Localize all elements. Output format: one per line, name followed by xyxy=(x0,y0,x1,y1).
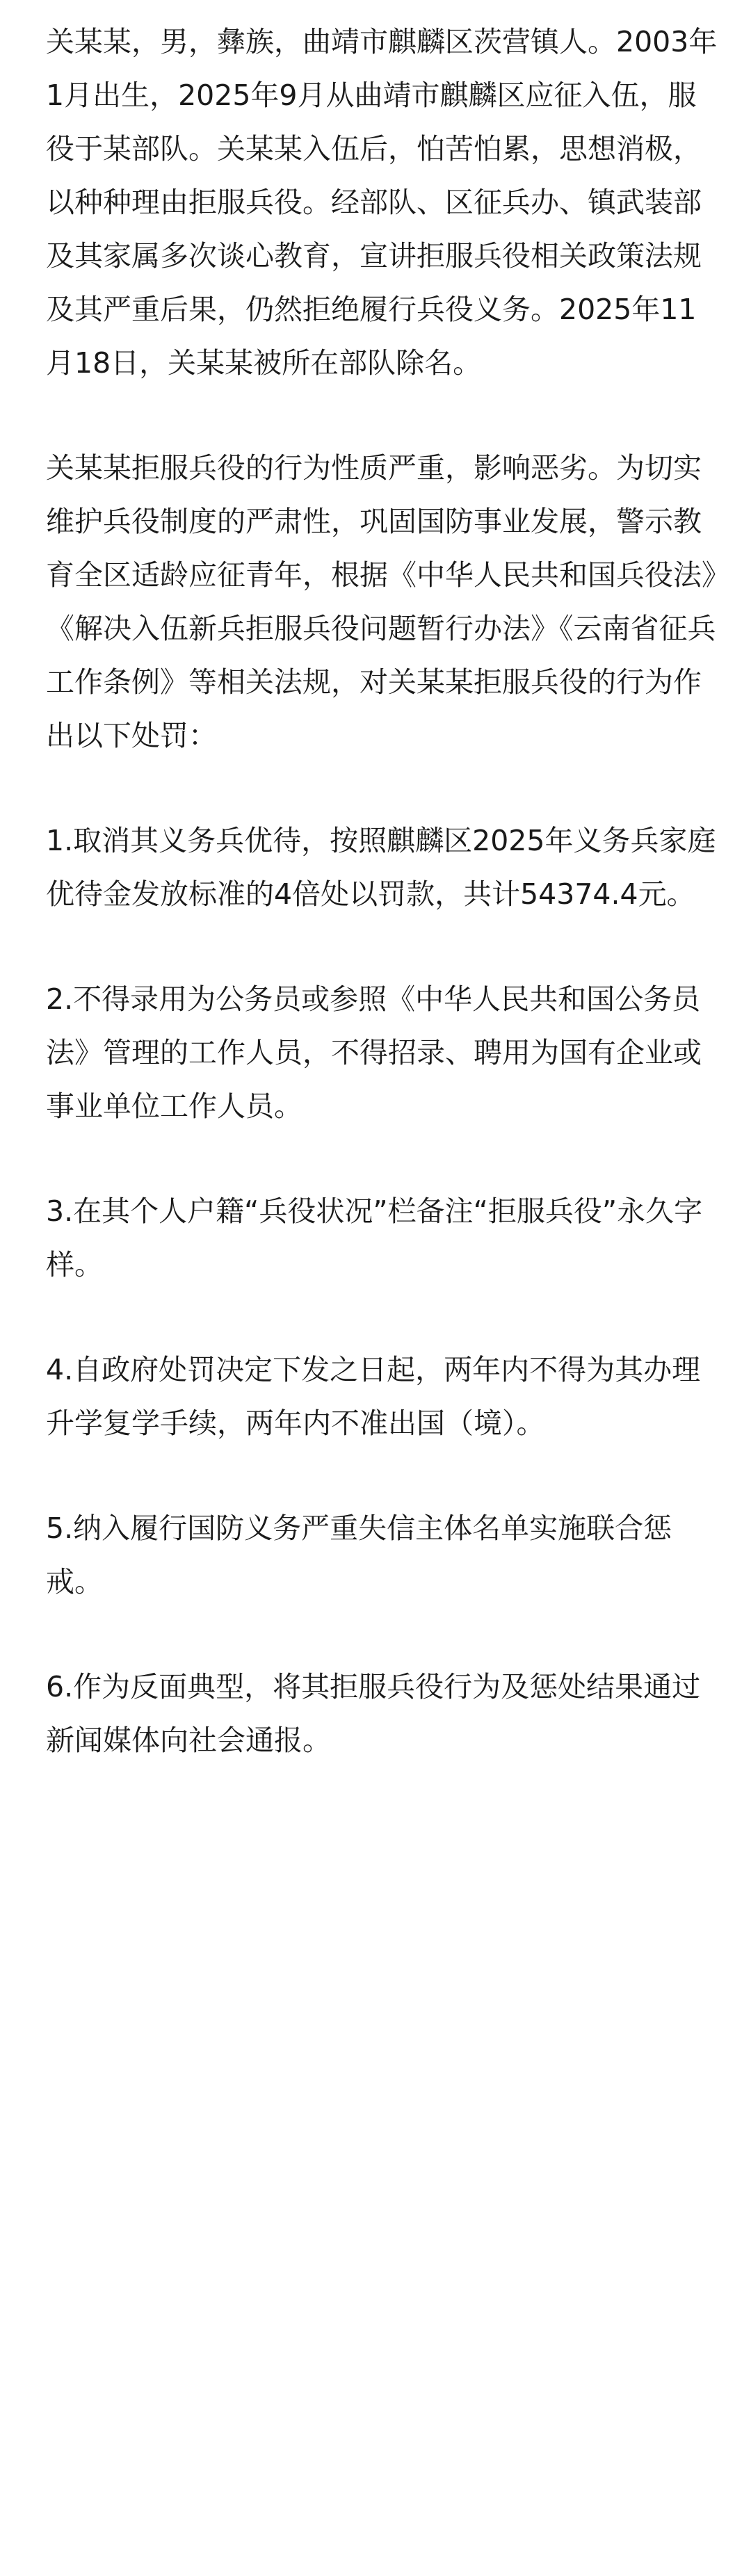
penalty-item-3: 3.在其个人户籍“兵役状况”栏备注“拒服兵役”永久字样。 xyxy=(46,1194,703,1281)
penalty-item-1: 1.取消其义务兵优待，按照麒麟区2025年义务兵家庭优待金发放标准的4倍处以罚款，共计54374.4元。 xyxy=(46,824,716,911)
penalty-item-4: 4.自政府处罚决定下发之日起，两年内不得为其办理升学复学手续，两年内不准出国（境）。 xyxy=(46,1353,701,1440)
paragraph-background: 关某某，男，彝族，曲靖市麒麟区茨营镇人。2003年1月出生，2025年9月从曲靖市麒麟区应征入伍，服役于某部队。关某某入伍后，怕苦怕累，思想消极，以种种理由拒服兵役。经部队、区征兵办、镇武装部及其家属多次谈心教育，宣讲拒服兵役相关政策法规及其严重后果，仍然拒绝履行兵役义务。2025年11月18日，关某某被所在部队除名。 xyxy=(46,25,718,380)
penalty-item-2: 2.不得录用为公务员或参照《中华人民共和国公务员法》管理的工作人员，不得招录、聘用为国有企业或事业单位工作人员。 xyxy=(46,982,702,1123)
penalty-item-6: 6.作为反面典型，将其拒服兵役行为及惩处结果通过新闻媒体向社会通报。 xyxy=(46,1670,701,1757)
penalty-item-5: 5.纳入履行国防义务严重失信主体名单实施联合惩戒。 xyxy=(46,1512,672,1598)
article-body xyxy=(0,15,751,1767)
paragraph-penalty-intro: 关某某拒服兵役的行为性质严重，影响恶劣。为切实维护兵役制度的严肃性，巩固国防事业发展，警示教育全区适龄应征青年，根据《中华人民共和国兵役法》《解决入伍新兵拒服兵役问题暂行办法》《云南省征兵工作条例》等相关法规，对关某某拒服兵役的行为作出以下处罚： xyxy=(46,451,716,752)
